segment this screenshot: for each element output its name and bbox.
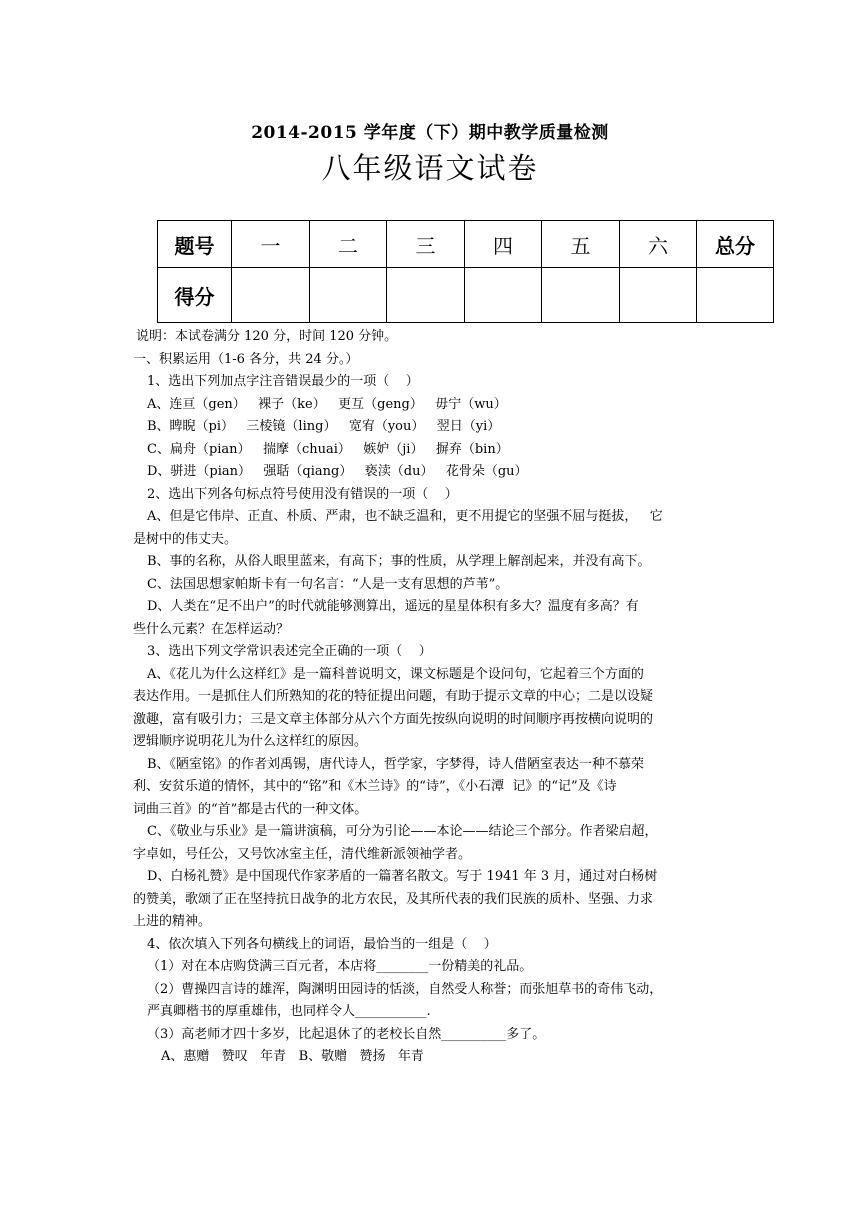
question-3-option-a-cont: 表达作用。一是抓住人们所熟知的花的特征提出问题，有助于提示文章的中心；二是以设疑 bbox=[133, 689, 654, 704]
question-3-option-d-cont: 的赞美，歌颂了正在坚持抗日战争的北方农民，及其所代表的我们民族的质朴、坚强、力求 bbox=[133, 891, 654, 907]
score-table-header-row bbox=[158, 221, 774, 268]
section-4-header: 四 bbox=[465, 221, 542, 268]
question-1-option-c: C、扁舟（pian） 揣摩（chuai） 嫉妒（ji） 摒弃（bin） bbox=[147, 441, 509, 457]
question-3-option-c-cont: 字卓如，号任公，又号饮冰室主任，清代维新派领袖学者。 bbox=[133, 846, 472, 862]
question-1-option-b: B、睥睨（pi） 三棱镜（ling） 宽宥（you） 翌日（yi） bbox=[147, 419, 501, 434]
total-score-header: 总分 bbox=[697, 221, 774, 268]
question-3-option-c: C、《敬业与乐业》是一篇讲演稿，可分为引论——本论——结论三个部分。作者梁启超， bbox=[147, 824, 658, 839]
section-1-header: 一 bbox=[232, 221, 310, 268]
section-heading: 一、积累运用（1-6 各分，共 24 分。） bbox=[133, 351, 359, 367]
section-2-header: 二 bbox=[310, 221, 387, 268]
total-score-cell[interactable] bbox=[697, 268, 774, 323]
question-2-option-a: A、但是它伟岸、正直、朴质、严肃，也不缺乏温和，更不用提它的坚强不屈与挺拔， 它 bbox=[147, 509, 663, 524]
section-5-header: 五 bbox=[542, 221, 620, 268]
question-1-option-d: D、骈进（pian） 强聒（qiang） 亵渎（du） 花骨朵（gu） bbox=[147, 464, 528, 479]
question-4-sentence-2-cont: 严真卿楷书的厚重雄伟，也同样令人___________. bbox=[147, 1004, 431, 1019]
question-1-stem: 1、选出下列加点字注音错误最少的一项（ ） bbox=[147, 374, 419, 389]
question-2-option-a-cont: 是树中的伟丈夫。 bbox=[133, 531, 238, 547]
score-table-score-row bbox=[158, 268, 774, 323]
score-cell[interactable] bbox=[387, 268, 465, 323]
question-2-option-c: C、法国思想家帕斯卡有一句名言：“人是一支有思想的芦苇”。 bbox=[147, 576, 509, 592]
score-cell[interactable] bbox=[465, 268, 542, 323]
question-2-option-d: D、人类在“足不出户”的时代就能够测算出，遥远的星星体积有多大？温度有多高？有 bbox=[147, 599, 639, 614]
question-3-option-d: D、白杨礼赞》是中国现代作家茅盾的一篇著名散文。写于 1941 年 3 月，通过对白杨树 bbox=[147, 869, 658, 884]
question-2-option-b: B、事的名称，从俗人眼里蓝来，有高下；事的性质，从学理上解剖起来，并没有高下。 bbox=[147, 554, 651, 569]
question-4-sentence-3: （3）高老师才四十多岁，比起退休了的老校长自然__________多了。 bbox=[147, 1026, 546, 1042]
score-cell[interactable] bbox=[310, 268, 387, 323]
score-cell[interactable] bbox=[542, 268, 620, 323]
question-3-option-d-cont: 上进的精神。 bbox=[133, 914, 212, 929]
question-3-option-b-cont: 词曲三首》的“首”都是古代的一种文体。 bbox=[133, 801, 368, 817]
score-label: 得分 bbox=[158, 268, 232, 323]
instructions-line: 说明：本试卷满分 120 分，时间 120 分钟。 bbox=[136, 329, 398, 344]
exam-term-title: 2014-2015 学年度（下）期中教学质量检测 bbox=[251, 123, 609, 143]
question-number-label: 题号 bbox=[158, 221, 232, 268]
question-4-sentence-1: （1）对在本店购贷满三百元者，本店将________一份精美的礼品。 bbox=[147, 959, 533, 974]
question-4-stem: 4、依次填入下列各句横线上的词语，最恰当的一组是（ ） bbox=[147, 936, 497, 952]
question-3-option-b-cont: 利、安贫乐道的情怀，其中的“铭”和《木兰诗》的“诗”，《小石潭 记》的“记”及《诗 bbox=[133, 779, 617, 794]
question-4-options: A、惠赠 赞叹 年青 B、敬赠 赞扬 年青 bbox=[161, 1049, 424, 1064]
question-3-option-a-cont: 激趣，富有吸引力；三是文章主体部分从六个方面先按纵向说明的时间顺序再按横向说明的 bbox=[133, 711, 654, 727]
question-3-option-a-cont: 逻辑顺序说明花儿为什么这样红的原因。 bbox=[133, 734, 368, 749]
exam-paper-title: 八年级语文试卷 bbox=[321, 151, 539, 185]
question-4-sentence-2: （2）曹操四言诗的雄浑，陶渊明田园诗的恬淡，自然受人称誉；而张旭草书的奇伟飞动， bbox=[147, 981, 663, 997]
question-2-option-d-cont: 些什么元素？在怎样运动？ bbox=[133, 621, 290, 637]
score-table bbox=[157, 220, 774, 323]
section-6-header: 六 bbox=[620, 221, 697, 268]
score-cell[interactable] bbox=[620, 268, 697, 323]
question-3-option-b: B、《陋室铭》的作者刘禹锡，唐代诗人，哲学家，字梦得，诗人借陋室表达一种不慕荣 bbox=[147, 756, 645, 772]
question-2-stem: 2、选出下列各句标点符号使用没有错误的一项（ ） bbox=[147, 486, 458, 502]
question-3-option-a: A、《花儿为什么这样红》是一篇科普说明文，课文标题是个设问句，它起着三个方面的 bbox=[147, 666, 644, 682]
question-3-stem: 3、选出下列文学常识表述完全正确的一项（ ） bbox=[147, 644, 432, 659]
section-3-header: 三 bbox=[387, 221, 465, 268]
score-cell[interactable] bbox=[232, 268, 310, 323]
exam-body bbox=[133, 326, 739, 1069]
question-1-option-a: A、连亘（gen） 裸子（ke） 更互（geng） 毋宁（wu） bbox=[147, 396, 507, 412]
